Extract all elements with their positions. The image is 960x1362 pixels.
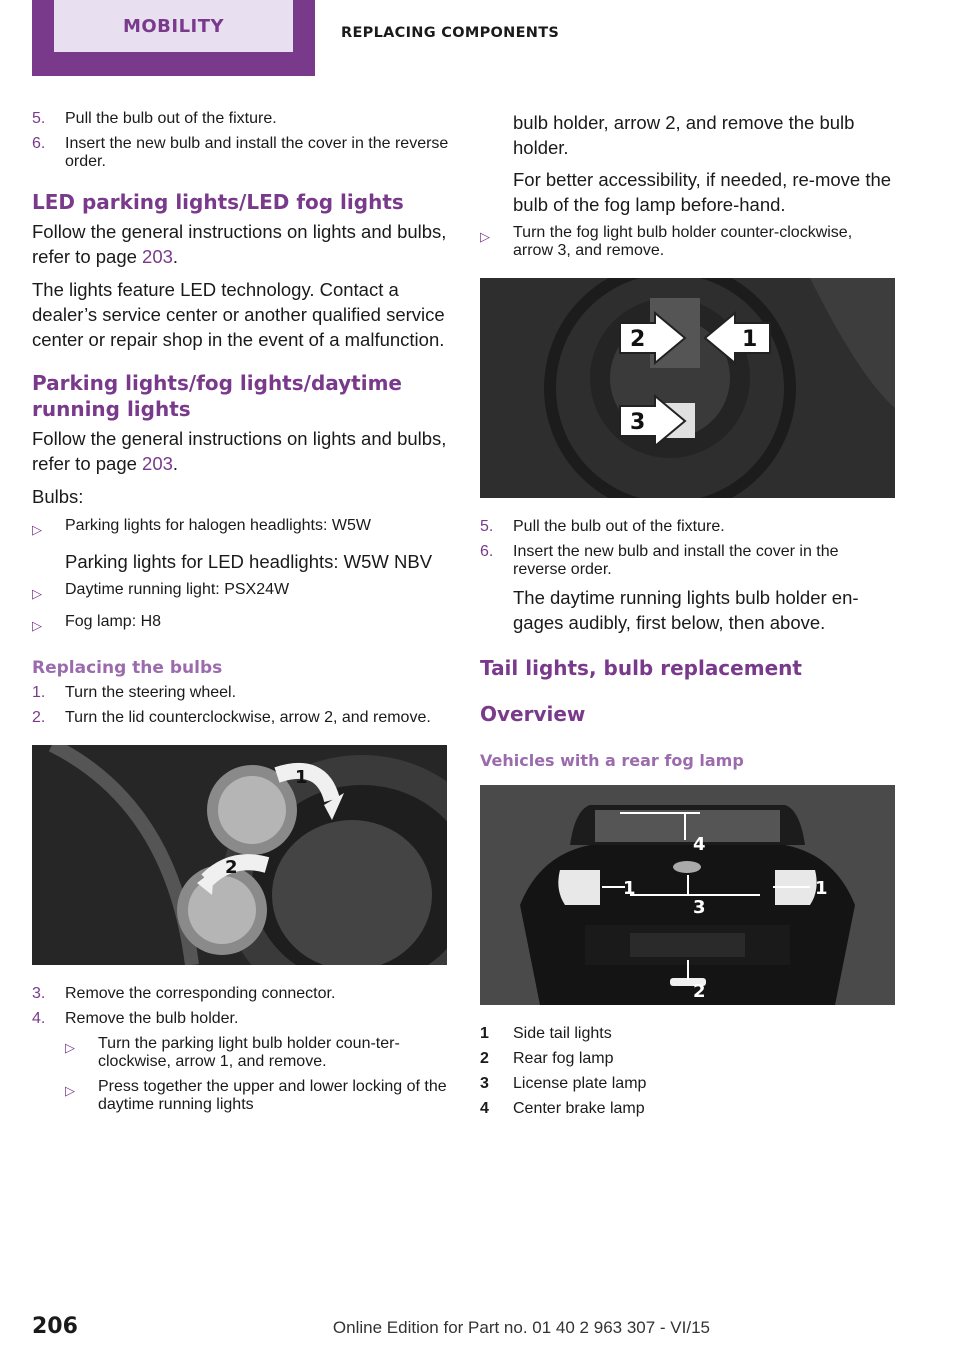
right-column <box>480 110 896 1125</box>
section-heading: Tail lights, bulb replacement <box>480 656 802 680</box>
page-link[interactable]: 203 <box>142 453 173 474</box>
list-item: 4 Center brake lamp <box>480 1100 645 1117</box>
section-heading: LED parking lights/LED fog lights <box>32 190 404 214</box>
list-item: 5. Pull the bulb out of the fixture. <box>480 518 725 535</box>
list-item <box>32 110 452 128</box>
step-text: Insert the new bulb and install the cover in the reverse order. <box>65 135 449 170</box>
triangle-right-icon: ▷ <box>32 522 42 537</box>
callout-label: 1 <box>623 878 636 899</box>
list-item: 4. Remove the bulb holder. <box>32 1010 239 1027</box>
list-item: 1. Turn the steering wheel. <box>32 684 237 701</box>
section-heading: Overview <box>480 702 586 726</box>
arrow-label: 2 <box>225 857 238 878</box>
list-item: 3. Remove the corresponding connector. <box>32 985 336 1002</box>
triangle-right-icon: ▷ <box>480 229 490 244</box>
paragraph: The daytime running lights bulb holder en‐gages audibly, first below, then above. <box>513 587 859 633</box>
left-column <box>32 110 452 1121</box>
list-item: 3 License plate lamp <box>480 1075 647 1092</box>
triangle-right-icon: ▷ <box>65 1083 75 1098</box>
triangle-right-icon: ▷ <box>32 586 42 601</box>
list-item: ▷ Daytime running light: PSX24W <box>32 581 452 606</box>
step-text: Pull the bulb out of the fixture. <box>65 110 277 127</box>
section-heading: Parking lights/fog lights/daytime running lights <box>32 371 402 421</box>
list-item: 2. Turn the lid counterclockwise, arrow 2, and remove. <box>32 709 431 726</box>
step-number: 6. <box>32 135 46 152</box>
callout-label: 4 <box>693 834 706 855</box>
list-subtext: Parking lights for LED headlights: W5W NBV <box>65 551 433 572</box>
list-item: ▷ Turn the parking light bulb holder coun‐ter-clockwise, arrow 1, and remove. <box>65 1035 400 1070</box>
wheel-well-photo <box>32 745 447 965</box>
paragraph: For better accessibility, if needed, re‐move the bulb of the fog lamp before‐hand. <box>513 169 892 215</box>
paragraph: The lights feature LED technology. Contact a dealer’s service center or another qualified service center or repair shop in the event of a malfunction. <box>32 279 445 350</box>
arrow-label: 3 <box>630 410 646 435</box>
paragraph: bulb holder, arrow 2, and remove the bulb holder. <box>513 112 855 158</box>
list-item: ▷ Turn the fog light bulb holder counter‐clockwise, arrow 3, and remove. <box>480 224 853 259</box>
list-item: ▷ Fog lamp: H8 <box>32 613 452 638</box>
list-item: ▷ Parking lights for halogen headlights: W5W <box>32 517 452 542</box>
arrow-label: 1 <box>742 327 758 352</box>
list-item: 6. Insert the new bulb and install the cover in the reverse order. <box>480 543 839 578</box>
paragraph: Follow the general instructions on lights and bulbs, refer to page 203. <box>32 221 447 267</box>
arrow-label: 2 <box>630 327 646 352</box>
chapter-tab-label: MOBILITY <box>122 15 225 37</box>
step-number: 5. <box>32 110 46 127</box>
page-link[interactable]: 203 <box>142 246 173 267</box>
callout-label: 2 <box>693 981 706 1002</box>
subsection-heading: Vehicles with a rear fog lamp <box>480 751 744 770</box>
subsection-heading: Replacing the bulbs <box>32 658 223 678</box>
arrow-label: 1 <box>295 767 308 788</box>
callout-label: 1 <box>815 878 828 899</box>
triangle-right-icon: ▷ <box>65 1040 75 1055</box>
chapter-tab-inner <box>54 0 293 52</box>
list-item: ▷ Press together the upper and lower locking of the daytime running lights <box>65 1078 447 1113</box>
list-item: 1 Side tail lights <box>480 1025 612 1042</box>
triangle-right-icon: ▷ <box>32 618 42 633</box>
chapter-tab[interactable] <box>32 0 315 76</box>
list-item <box>32 135 452 171</box>
paragraph: Bulbs: <box>32 486 84 507</box>
paragraph: Follow the general instructions on lights and bulbs, refer to page 203. <box>32 428 447 474</box>
headlight-back-photo <box>480 278 895 498</box>
page-number: 206 <box>32 1314 78 1339</box>
edition-text: Online Edition for Part no. 01 40 2 963 307 - VI/15 <box>332 1318 710 1337</box>
section-label: REPLACING COMPONENTS <box>341 25 560 41</box>
car-rear-photo <box>480 785 895 1005</box>
list-item: 2 Rear fog lamp <box>480 1050 614 1067</box>
callout-label: 3 <box>693 897 706 918</box>
